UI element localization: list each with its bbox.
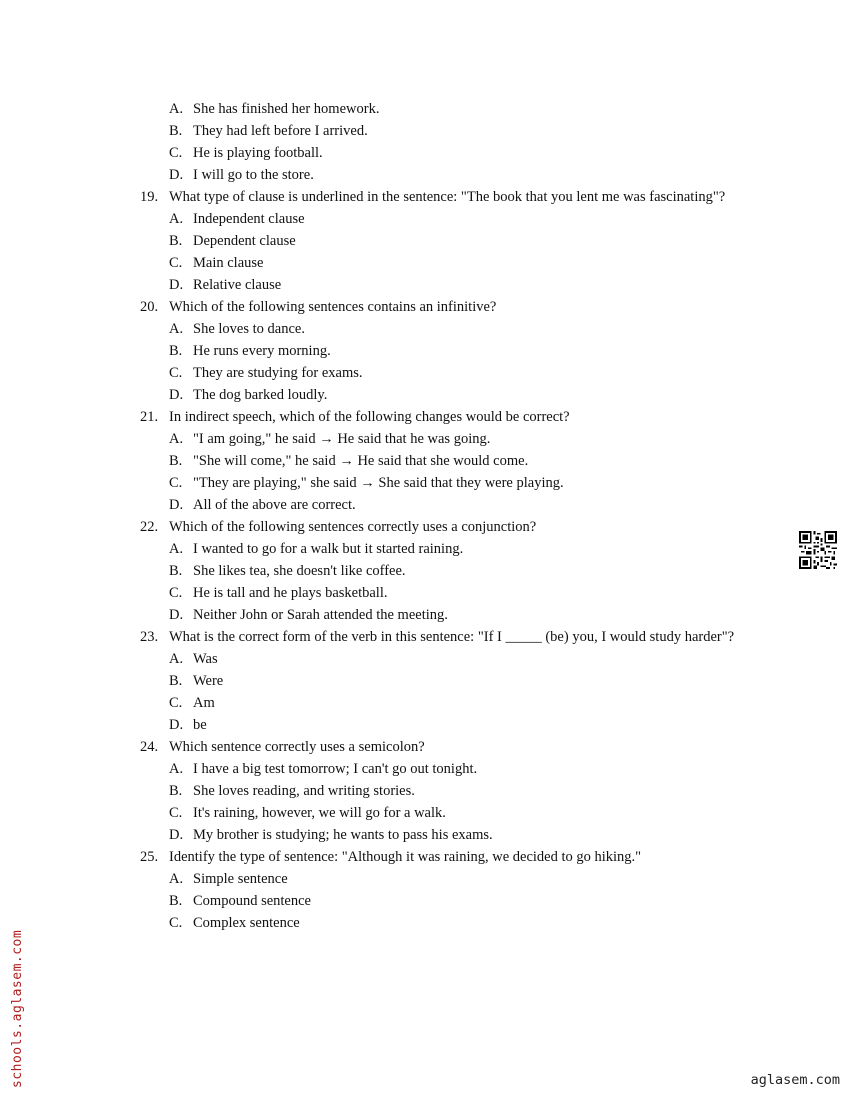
option-text: Relative clause <box>193 277 282 293</box>
option-text: The dog barked loudly. <box>193 387 328 403</box>
option-row <box>169 384 750 406</box>
option-row <box>169 142 750 164</box>
option-text: He is playing football. <box>193 145 323 161</box>
option-text: Complex sentence <box>193 915 300 931</box>
option-label: D. <box>169 277 184 293</box>
question-stem <box>140 186 750 208</box>
option-row <box>169 318 750 340</box>
question-text: Which of the following sentences correctly uses a conjunction? <box>169 519 537 535</box>
option-text: He runs every morning. <box>193 343 331 359</box>
option-label: C. <box>169 585 183 601</box>
question-number: 23. <box>140 629 159 645</box>
option-row <box>169 428 750 450</box>
question-stem <box>140 626 750 648</box>
question-stem <box>140 516 750 538</box>
option-label: A. <box>169 871 184 887</box>
option-text: Compound sentence <box>193 893 311 909</box>
question-stem <box>140 736 750 758</box>
option-row <box>169 538 750 560</box>
question-stem <box>140 846 750 868</box>
option-row <box>169 582 750 604</box>
option-label: C. <box>169 695 183 711</box>
option-label: A. <box>169 101 184 117</box>
option-row <box>169 274 750 296</box>
qr-code-icon[interactable] <box>799 531 837 569</box>
option-text: Simple sentence <box>193 871 288 887</box>
option-label: C. <box>169 255 183 271</box>
option-label: B. <box>169 783 183 799</box>
option-row <box>169 868 750 890</box>
question-25 <box>140 846 750 934</box>
question-number: 25. <box>140 849 159 865</box>
option-label: D. <box>169 827 184 843</box>
option-label: D. <box>169 167 184 183</box>
option-label: C. <box>169 915 183 931</box>
option-row <box>169 98 750 120</box>
option-text: She loves reading, and writing stories. <box>193 783 415 799</box>
option-row <box>169 670 750 692</box>
side-watermark: schools.aglasem.com <box>10 929 25 1088</box>
option-label: A. <box>169 211 184 227</box>
option-label: D. <box>169 607 184 623</box>
option-row <box>169 780 750 802</box>
option-row <box>169 472 750 494</box>
question-24 <box>140 736 750 846</box>
option-label: D. <box>169 387 184 403</box>
question-23 <box>140 626 750 736</box>
question-stem <box>140 406 750 428</box>
option-text: They had left before I arrived. <box>193 123 368 139</box>
option-label: B. <box>169 343 183 359</box>
option-row <box>169 824 750 846</box>
option-row <box>169 494 750 516</box>
option-text: She likes tea, she doesn't like coffee. <box>193 563 406 579</box>
option-label: A. <box>169 321 184 337</box>
question-stem <box>140 296 750 318</box>
option-text: My brother is studying; he wants to pass his exams. <box>193 827 493 843</box>
option-label: B. <box>169 563 183 579</box>
option-text: Were <box>193 673 224 689</box>
option-row <box>169 692 750 714</box>
option-label: B. <box>169 233 183 249</box>
option-label: B. <box>169 673 183 689</box>
option-text: "She will come," he said → He said that she would come. <box>193 453 529 469</box>
question-text: Which of the following sentences contains an infinitive? <box>169 299 497 315</box>
option-row <box>169 120 750 142</box>
option-row <box>169 362 750 384</box>
option-row <box>169 252 750 274</box>
option-row <box>169 340 750 362</box>
question-text: What type of clause is underlined in the sentence: "The book that you lent me was fascinating"? <box>169 189 726 205</box>
footer-watermark: aglasem.com <box>750 1072 840 1088</box>
option-row <box>169 604 750 626</box>
option-text: "I am going," he said → He said that he was going. <box>193 431 491 447</box>
question-text: What is the correct form of the verb in this sentence: "If I _____ (be) you, I would study harder"? <box>169 629 735 645</box>
question-text: Identify the type of sentence: "Although it was raining, we decided to go hiking." <box>169 849 642 865</box>
question-number: 20. <box>140 299 159 315</box>
question-21 <box>140 406 750 516</box>
question-19 <box>140 186 750 296</box>
option-text: They are studying for exams. <box>193 365 363 381</box>
option-label: D. <box>169 717 184 733</box>
option-text: Main clause <box>193 255 264 271</box>
question-number: 24. <box>140 739 159 755</box>
option-text: Neither John or Sarah attended the meeting. <box>193 607 448 623</box>
option-text: Was <box>193 651 218 667</box>
option-label: A. <box>169 431 184 447</box>
option-label: A. <box>169 761 184 777</box>
option-row <box>169 164 750 186</box>
option-text: Independent clause <box>193 211 305 227</box>
option-text: I wanted to go for a walk but it started raining. <box>193 541 464 557</box>
option-label: C. <box>169 145 183 161</box>
option-text: It's raining, however, we will go for a walk. <box>193 805 446 821</box>
option-row <box>169 912 750 934</box>
option-label: A. <box>169 541 184 557</box>
option-text: Am <box>193 695 215 711</box>
option-text: I will go to the store. <box>193 167 314 183</box>
option-row <box>169 648 750 670</box>
option-label: B. <box>169 893 183 909</box>
option-text: be <box>193 717 207 733</box>
option-label: C. <box>169 805 183 821</box>
question-text: Which sentence correctly uses a semicolon? <box>169 739 425 755</box>
option-text: "They are playing," she said → She said that they were playing. <box>193 475 564 491</box>
option-text: She loves to dance. <box>193 321 305 337</box>
option-row <box>169 758 750 780</box>
option-label: B. <box>169 453 183 469</box>
option-text: All of the above are correct. <box>193 497 356 513</box>
option-label: C. <box>169 475 183 491</box>
option-text: She has finished her homework. <box>193 101 380 117</box>
option-row <box>169 560 750 582</box>
question-list <box>140 98 750 934</box>
question-20 <box>140 296 750 406</box>
question-number: 19. <box>140 189 159 205</box>
option-row <box>169 714 750 736</box>
option-row <box>169 450 750 472</box>
option-row <box>169 802 750 824</box>
option-row <box>169 890 750 912</box>
question-text: In indirect speech, which of the following changes would be correct? <box>169 409 570 425</box>
option-text: He is tall and he plays basketball. <box>193 585 388 601</box>
option-row <box>169 208 750 230</box>
question-number: 22. <box>140 519 159 535</box>
carryover-options <box>169 98 750 186</box>
question-22 <box>140 516 750 626</box>
option-label: A. <box>169 651 184 667</box>
question-number: 21. <box>140 409 159 425</box>
option-label: C. <box>169 365 183 381</box>
option-label: D. <box>169 497 184 513</box>
option-row <box>169 230 750 252</box>
option-label: B. <box>169 123 183 139</box>
option-text: Dependent clause <box>193 233 296 249</box>
option-text: I have a big test tomorrow; I can't go out tonight. <box>193 761 478 777</box>
